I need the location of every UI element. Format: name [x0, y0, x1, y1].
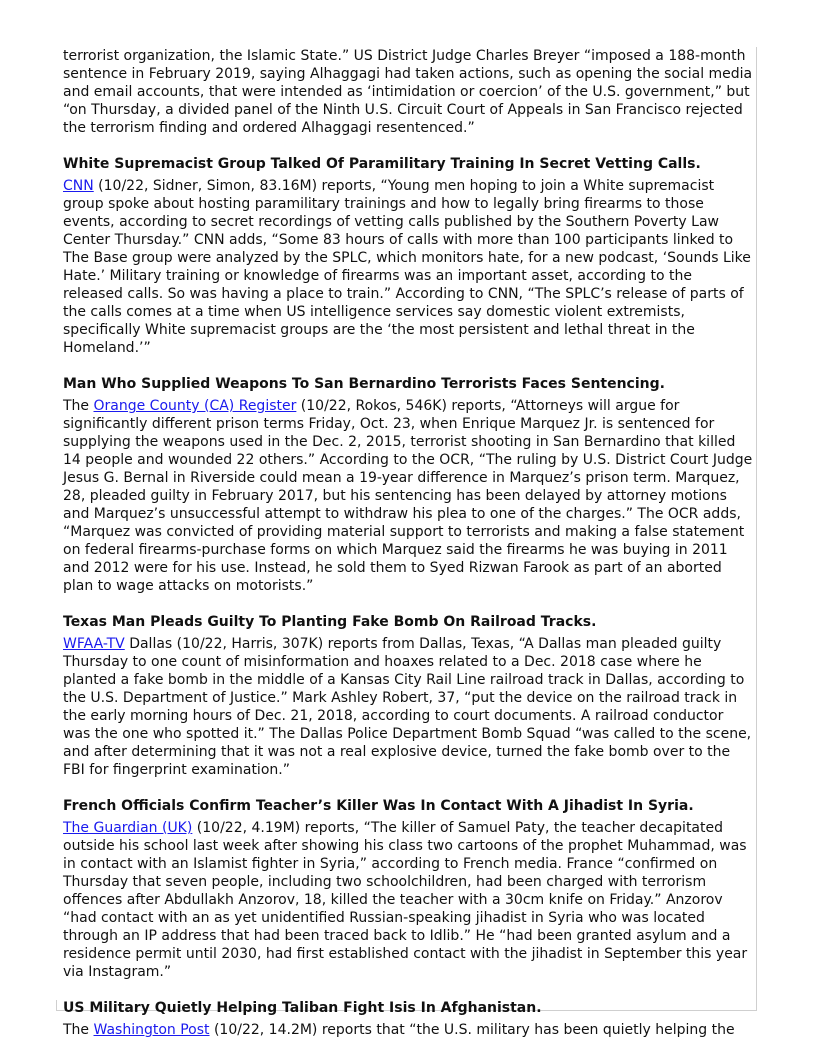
intro-paragraph: terrorist organization, the Islamic State.” US District Judge Charles Breyer “imposed a 188-month sentence in February 2019, saying Alhaggagi had taken actions, such as opening the social media and email accounts, that were intended as ‘intimidation or coercion’ of the U.S. government,” but “on Thursday, a divided panel of the Ninth U.S. Circuit Court of Appeals in San Francisco rejected the terrorism finding and ordered Alhaggagi resentenced.”: [63, 48, 753, 136]
article-headline: Man Who Supplied Weapons To San Bernardino Terrorists Faces Sentencing.: [63, 376, 665, 392]
article-text: (10/22, 14.2M) reports that “the U.S. military has been quietly helping the: [209, 1022, 735, 1038]
article-body: [63, 397, 753, 595]
page-border-right: [756, 47, 757, 1011]
article-text: (10/22, Rokos, 546K) reports, “Attorneys will argue for significantly different prison terms Friday, Oct. 23, when Enrique Marquez Jr. is sentenced for supplying the weapons used in the Dec. 2, 2015, terrorist shooting in San Bernardino that killed 14 people and wounded 22 others.” According to the OCR, “The ruling by U.S. District Court Judge Jesus G. Bernal in Riverside could mean a 19-year difference in Marquez’s prison term. Marquez, 28, pleaded guilty in February 2017, but his sentencing has been delayed by attorney motions and Marquez’s unsuccessful attempt to withdraw his plea to one of the charges.” The OCR adds, “Marquez was convicted of providing material support to terrorists and making a false statement on federal firearms-purchase forms on which Marquez said the firearms he was buying in 2011 and 2012 were for his use. Instead, he sold them to Syed Rizwan Farook as part of an aborted plan to wage attacks on motorists.”: [63, 398, 753, 594]
source-link-wfaa-tv[interactable]: WFAA-TV: [63, 636, 125, 652]
source-link-the-guardian[interactable]: The Guardian (UK): [63, 820, 193, 836]
source-link-washington-post[interactable]: Washington Post: [93, 1022, 210, 1038]
article-body: [63, 819, 753, 981]
article-text: (10/22, 4.19M) reports, “The killer of Samuel Paty, the teacher decapitated outside his school last week after showing his class two cartoons of the prophet Muhammad, was in contact with an Islamist fighter in Syria,” according to French media. France “confirmed on Thursday that seven people, including two schoolchildren, had been charged with terrorism offences after Abdullakh Anzorov, 18, killed the teacher with a 30cm knife on Friday.” Anzorov “had contact with an as yet unidentified Russian-speaking jihadist in Syria who was located through an IP address that had been traced back to Idlib.” He “had been granted asylum and a residence permit until 2030, had first established contact with the jihadist in September this year via Instagram.”: [63, 820, 748, 980]
article-white-supremacist: [63, 155, 753, 357]
article-headline: White Supremacist Group Talked Of Paramilitary Training In Secret Vetting Calls.: [63, 156, 701, 172]
article-french-teacher: [63, 797, 753, 981]
article-headline: French Officials Confirm Teacher’s Killer Was In Contact With A Jihadist In Syria.: [63, 798, 694, 814]
article-body: [63, 635, 753, 779]
article-prefix: The: [63, 1022, 94, 1038]
article-prefix: The: [63, 398, 94, 414]
article-us-military-taliban: [63, 999, 753, 1039]
article-san-bernardino: [63, 375, 753, 595]
source-link-orange-county-register[interactable]: Orange County (CA) Register: [93, 398, 297, 414]
article-texas-fake-bomb: [63, 613, 753, 779]
article-body: [63, 177, 753, 357]
article-headline: US Military Quietly Helping Taliban Fight Isis In Afghanistan.: [63, 1000, 542, 1016]
article-headline: Texas Man Pleads Guilty To Planting Fake Bomb On Railroad Tracks.: [63, 614, 597, 630]
article-text: Dallas (10/22, Harris, 307K) reports from Dallas, Texas, “A Dallas man pleaded guilty Thursday to one count of misinformation and hoaxes related to a Dec. 2018 case where he planted a fake bomb in the middle of a Kansas City Rail Line railroad track in Dallas, according to the U.S. Department of Justice.” Mark Ashley Robert, 37, “put the device on the railroad track in the early morning hours of Dec. 21, 2018, according to court documents. A railroad conductor was the one who spotted it.” The Dallas Police Department Bomb Squad “was called to the scene, and after determining that it was not a real explosive device, turned the fake bomb over to the FBI for fingerprint examination.”: [63, 636, 752, 778]
document-page: [63, 47, 753, 1039]
source-link-cnn[interactable]: CNN: [63, 178, 94, 194]
article-text: (10/22, Sidner, Simon, 83.16M) reports, “Young men hoping to join a White supremacist group spoke about hosting paramilitary trainings and how to legally bring firearms to those events, according to secret recordings of vetting calls published by the Southern Poverty Law Center Thursday.” CNN adds, “Some 83 hours of calls with more than 100 participants linked to The Base group were analyzed by the SPLC, which monitors hate, for a new podcast, ‘Sounds Like Hate.’ Military training or knowledge of firearms was an important asset, according to the released calls. So was having a place to train.” According to CNN, “The SPLC’s release of parts of the calls comes at a time when US intelligence services say domestic violent extremists, specifically White supremacist groups are the ‘the most persistent and lethal threat in the Homeland.’”: [63, 178, 751, 356]
article-body: [63, 1021, 753, 1039]
